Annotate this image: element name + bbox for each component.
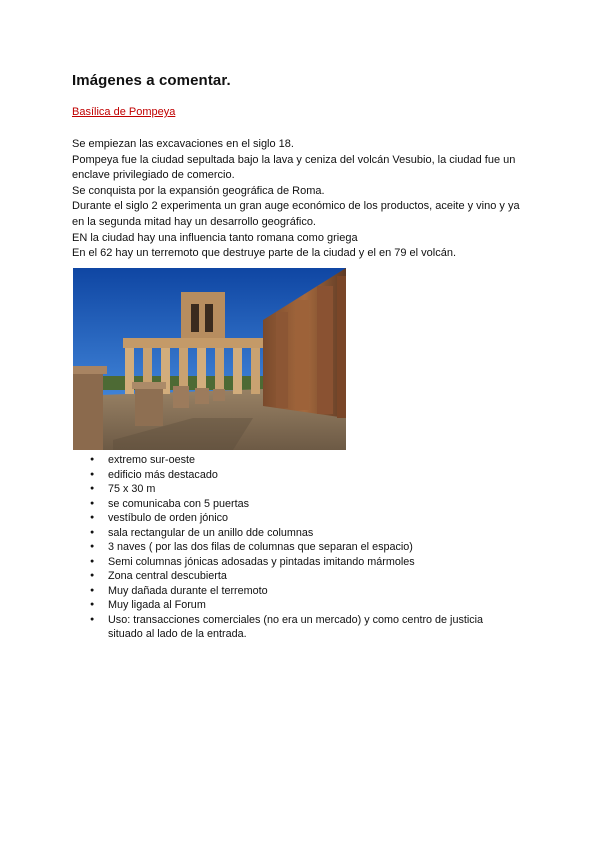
list-item: ● Muy dañada durante el terremoto: [90, 584, 520, 599]
paragraph-line: EN la ciudad hay una influencia tanto romana como griega: [72, 231, 358, 244]
intro-paragraph: [72, 137, 532, 262]
list-item: ● se comunicaba con 5 puertas: [90, 497, 520, 512]
list-item: ● 3 naves ( por las dos filas de columnas que separan el espacio): [90, 540, 520, 555]
paragraph-line: enclave privilegiado de comercio.: [72, 169, 235, 182]
list-item: ● Muy ligada al Forum: [90, 598, 520, 613]
list-item: ● extremo sur-oeste: [90, 453, 520, 468]
basilica-link[interactable]: Basílica de Pompeya: [72, 106, 176, 118]
paragraph-line: Durante el siglo 2 experimenta un gran auge económico de los productos, aceite y vino y ya: [72, 200, 520, 213]
paragraph-line: Pompeya fue la ciudad sepultada bajo la lava y ceniza del volcán Vesubio, la ciudad fue un: [72, 153, 516, 166]
feature-list: [90, 453, 520, 642]
list-item: ● Zona central descubierta: [90, 569, 520, 584]
list-item: ● 75 x 30 m: [90, 482, 520, 497]
list-item: ● Semi columnas jónicas adosadas y pintadas imitando mármoles: [90, 555, 520, 570]
list-item: ● Uso: transacciones comerciales (no era un mercado) y como centro de justicia situado al lado de la entrada.: [90, 613, 520, 642]
paragraph-line: En el 62 hay un terremoto que destruye parte de la ciudad y el en 79 el volcán.: [72, 247, 457, 260]
basilica-photo: [73, 268, 346, 450]
paragraph-line: en la segunda mitad hay un desarrollo geográfico.: [72, 215, 316, 228]
paragraph-line: Se empiezan las excavaciones en el siglo 18.: [72, 138, 294, 150]
list-item: ● sala rectangular de un anillo dde columnas: [90, 526, 520, 541]
paragraph-line: Se conquista por la expansión geográfica de Roma.: [72, 184, 325, 197]
section-heading: Imágenes a comentar.: [72, 72, 231, 89]
list-item: ● vestíbulo de orden jónico: [90, 511, 520, 526]
list-item: ● edificio más destacado: [90, 468, 520, 483]
